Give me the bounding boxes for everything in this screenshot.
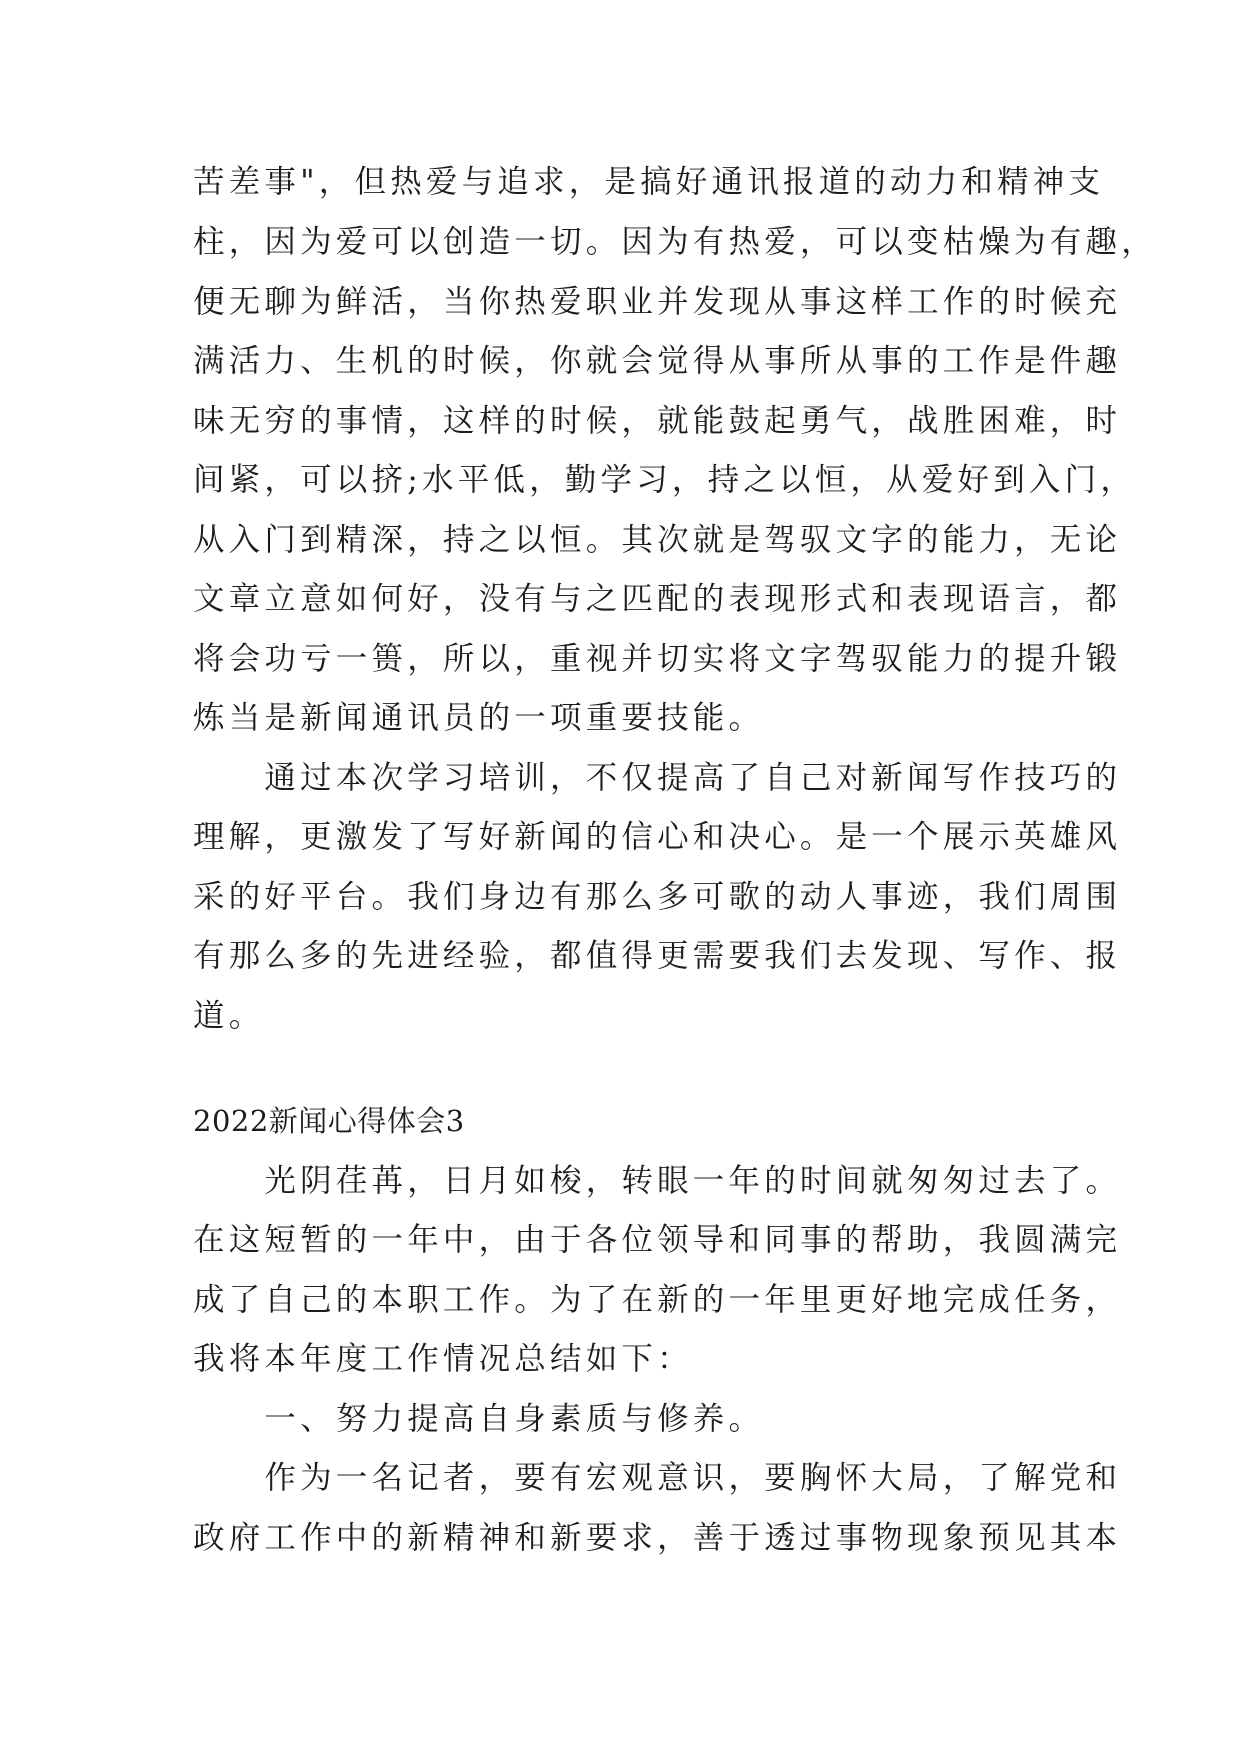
paragraph-line-4: 满活力、生机的时候，你就会觉得从事所从事的工作是件趣 <box>193 343 1122 379</box>
section-heading: 2022新闻心得体会3 <box>193 1104 465 1138</box>
paragraph-line-15: 道。 <box>193 998 265 1034</box>
paragraph-line-12: 理解，更激发了写好新闻的信心和决心。是一个展示英雄风 <box>193 819 1122 855</box>
paragraph-line-1: 苦差事"，但热爱与追求，是搞好通讯报道的动力和精神支 <box>193 164 1105 200</box>
section-line-7: 政府工作中的新精神和新要求，善于透过事物现象预见其本 <box>193 1520 1122 1556</box>
paragraph-line-13: 采的好平台。我们身边有那么多可歌的动人事迹，我们周围 <box>193 879 1122 915</box>
paragraph-line-2: 柱，因为爱可以创造一切。因为有热爱，可以变枯燥为有趣， <box>193 224 1157 260</box>
section-line-2: 在这短暂的一年中，由于各位领导和同事的帮助，我圆满完 <box>193 1222 1122 1258</box>
paragraph-line-10: 炼当是新闻通讯员的一项重要技能。 <box>193 700 765 736</box>
paragraph-line-6: 间紧，可以挤;水平低，勤学习，持之以恒，从爱好到入门， <box>193 462 1137 498</box>
paragraph-line-3: 便无聊为鲜活，当你热爱职业并发现从事这样工作的时候充 <box>193 284 1122 320</box>
paragraph-line-5: 味无穷的事情，这样的时候，就能鼓起勇气，战胜困难，时 <box>193 403 1122 439</box>
section-line-4: 我将本年度工作情况总结如下： <box>193 1341 693 1377</box>
section-line-3: 成了自己的本职工作。为了在新的一年里更好地完成任务， <box>193 1282 1122 1318</box>
paragraph-line-8: 文章立意如何好，没有与之匹配的表现形式和表现语言，都 <box>193 581 1122 617</box>
paragraph-line-14: 有那么多的先进经验，都值得更需要我们去发现、写作、报 <box>193 938 1122 974</box>
section-line-5: 一、努力提高自身素质与修养。 <box>193 1401 765 1437</box>
paragraph-line-9: 将会功亏一篑，所以，重视并切实将文字驾驭能力的提升锻 <box>193 641 1122 677</box>
paragraph-line-7: 从入门到精深，持之以恒。其次就是驾驭文字的能力，无论 <box>193 522 1122 558</box>
paragraph-line-11: 通过本次学习培训，不仅提高了自己对新闻写作技巧的 <box>193 760 1122 796</box>
section-line-1: 光阴荏苒，日月如梭，转眼一年的时间就匆匆过去了。 <box>193 1163 1122 1199</box>
section-line-6: 作为一名记者，要有宏观意识，要胸怀大局，了解党和 <box>193 1460 1122 1496</box>
